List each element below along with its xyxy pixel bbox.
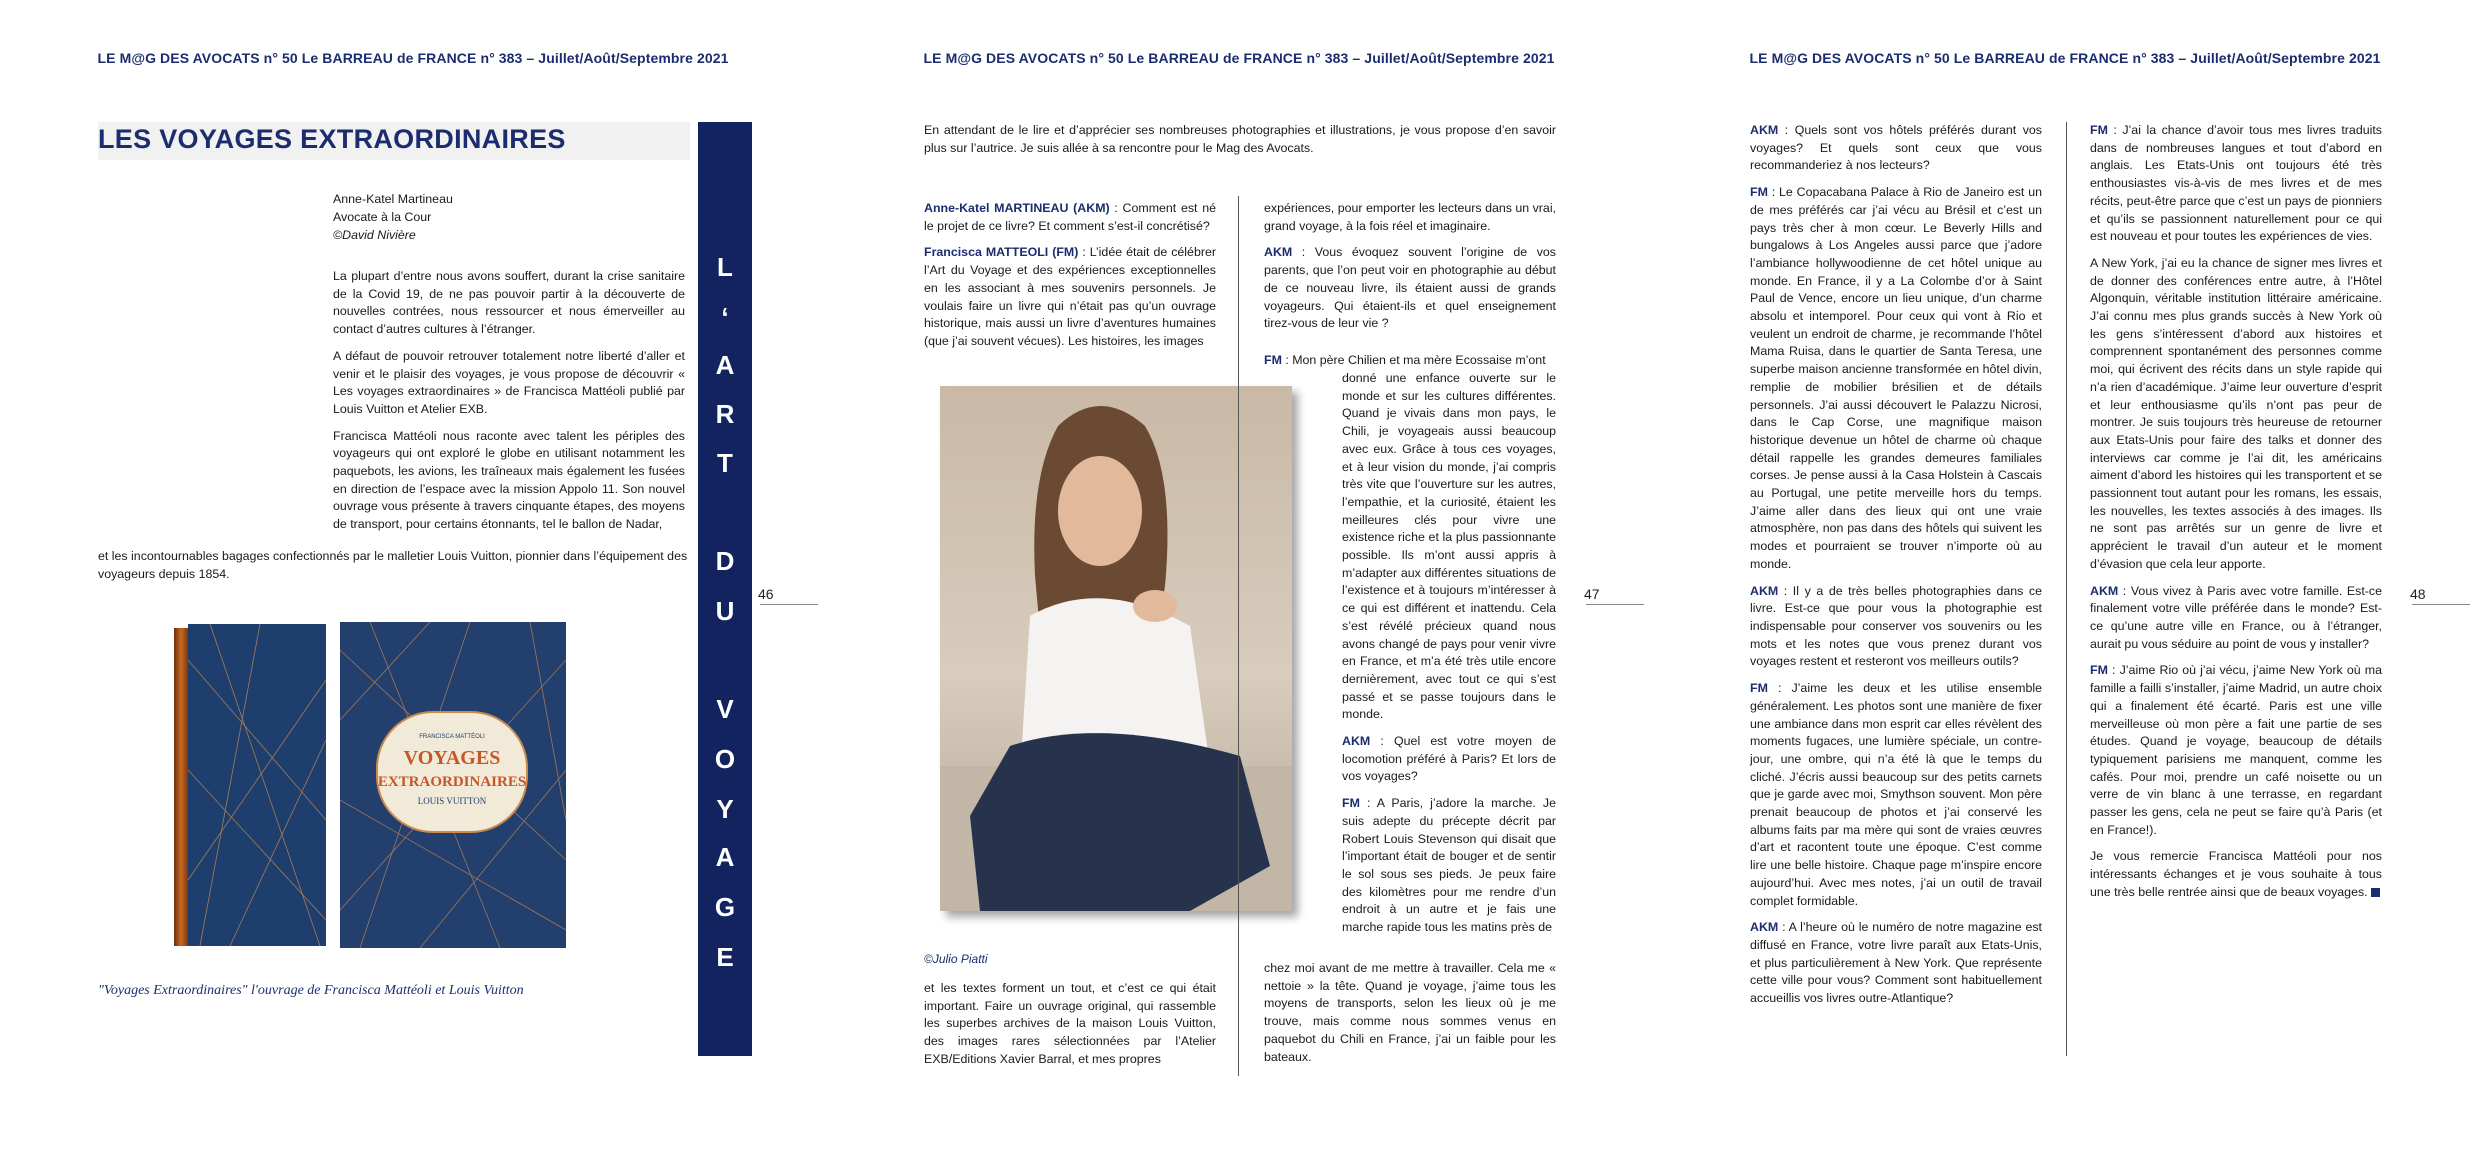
banner-letter: V [716, 694, 734, 724]
paragraph: expériences, pour emporter les lecteurs dans un vrai, grand voyage, à la fois réel et imaginaire. [1264, 201, 1557, 233]
photo-credit: ©Julio Piatti [924, 952, 988, 966]
speaker: FM [1264, 353, 1282, 367]
banner-letter: T [717, 448, 733, 478]
qa-block: A New York, j’ai eu la chance de signer mes livres et de donner des conférences entre autre, à l’Hôtel Algonquin, véritable institution littéraire américaine. J’ai connu mes plus grands succès à New York où les gens s’intéressent d’abord aux histoires et comprennent spontanément des personnes comme moi, qui écrivent des récits dans un style rapide qui n’a rien d’académique. J’aime leur ouverture d’esprit et leur enthousiasme qu’ils n’ont pas peur de montrer. Je suis toujours très heureuse de retourner aux Etats-Unis pour faire des talks et donner des interviews car comme je l’ai dit, les américains aiment d’abord les histoires qui les transportent et se passionnent tout autant pour les romans, les essais, les nouvelles, les textes associés à des images. Ils ne sont pas arrêtés sur un genre de livre et apprécient le travail d’un auteur et le moment d’évasion que cela leur apporte. [2090, 255, 2382, 571]
question: AKM : Quel est votre moyen de locomotion préféré à Paris? Et lors de vos voyages? [1342, 734, 1556, 784]
qa-block: AKM : Vous vivez à Paris avec votre famille. Est-ce finalement votre ville préférée dans le monde? Est-ce qu’une autre ville en France, ou à l’étranger, aurait pu vous séduire au point de vous y installer? [2090, 583, 2382, 651]
banner-letter: A [715, 842, 735, 872]
book-cover-author: FRANCISCA MATTÉOLI [419, 734, 485, 740]
question: AKM : Vous évoquez souvent l’origine de vos parents, que l’on peut voir en photographie au début de ce nouveau livre, ils étaient aussi de grands voyageurs. Qui étaient-ils et quel enseignement tirez-vous de leur vie ? [1264, 245, 1556, 331]
speaker: AKM [1264, 245, 1293, 260]
interview-column-left-continued: et les textes forment un tout, et c’est ce qui était important. Faire un ouvrage original, qui rassemble les superbes archives de la maison Louis Vuitton, des images rares sélectionnées par l’Atelier EXB/Editions Xavier Barral, et mes propres [924, 981, 1216, 1066]
qa-block: AKM : Quels sont vos hôtels préférés durant vos voyages? Et quels sont ceux que vous recommanderiez à nos lecteurs? [1750, 123, 2042, 173]
speaker: Francisca MATTEOLI (FM) [924, 245, 1079, 260]
banner-letter: E [716, 942, 734, 972]
closing-paragraph: Je vous remercie Francisca Mattéoli pour nos intéressants échanges et je vous souhaite à tous une très belle rentrée ainsi que de beaux voyages. [2090, 849, 2382, 899]
page-46 [0, 0, 826, 1169]
page-number: 47 [1584, 586, 1600, 602]
interview-intro: En attendant de le lire et d’apprécier ses nombreuses photographies et illustrations, je vous propose d’en savoir plus sur l’autrice. Je suis allée à sa rencontre pour le Mag des Avocats. [924, 123, 1556, 155]
qa-block: FM : Le Copacabana Palace à Rio de Janeiro est un de mes préférés car j’ai vécu au Brésil et c’est un pays très cher à mon cœur. Le Beverly Hills and bungalows à Los Angeles aussi parce que j’adore l’ambiance hollywoodienne de cet hôtel unique au monde. En France, il y a La Colombe d’or à Saint Paul de Vence, encore un lieu unique, d’un charme absolu et intemporel. Pour ceux qui vont à Rio et veulent un endroit de charme, je recommande l’hôtel Mama Ruisa, dans le quartier de Santa Teresa, une superbe maison ancienne transformée en hôtel divin, remplie de mobilier brésilien et de détails personnels. J’ai aussi découvert le Palazzu Nicrosi, dans le Cap Corse, une magnifique maison historique devenue un hôtel de charme où chaque détail rappelle les grandes demeures familiales corses. Je pense aussi à la Casa Holstein à Cascais au Portugal, une petite merveille hors du temps. J’aime aller dans des lieux qui ont une vraie atmosphère, non pas dans des hôtels qui suivent les modes et pourraient se trouver n’importe où au monde. [1750, 185, 2042, 571]
page-number-rule [2412, 604, 2470, 605]
running-header: LE M@G DES AVOCATS n° 50 Le BARREAU de FRANCE n° 383 – Juillet/Août/Septembre 2021 [923, 50, 1555, 66]
paragraph-tail: et les incontournables bagages confectionnés par le malletier Louis Vuitton, pionnier dans l’équipement des voyageurs depuis 1854. [98, 549, 688, 581]
column-divider [1238, 196, 1239, 1076]
speaker: FM [1342, 796, 1360, 811]
banner-letter: G [714, 892, 736, 922]
interview-column-right [1264, 200, 1556, 342]
question: Anne-Katel MARTINEAU (AKM) : Comment est né le projet de ce livre? Et comment s’est-il concrétisé? [924, 201, 1216, 233]
paragraph: Francisca Mattéoli nous raconte avec talent les périples des voyageurs qui ont exploré le globe en utilisant notamment les paquebots, les avions, les traîneaux mais également les fusées en direction de l’espace avec la mission Appolo 11. Son nouvel ouvrage vous présente à travers cinquante étapes, des moyens de transport, pour certains étonnants, tel le ballon de Nadar, [333, 428, 685, 532]
speaker: Anne-Katel MARTINEAU (AKM) [924, 201, 1110, 215]
banner-letter: Y [716, 794, 734, 824]
answer-continued: chez moi avant de me mettre à travailler. Cela me « nettoie » la tête. Quand je voyage, j’aime tous les moyens de transports, selon les lieux où je me trouve, mais comme nous sommes venus en paquebot du Chili en France, j’ai un faible pour les bateaux. [1264, 961, 1556, 1064]
book-cover-title-2: EXTRAORDINAIRES [377, 774, 527, 790]
column-divider [2066, 122, 2067, 1056]
paragraph: A défaut de pouvoir retrouver totalement notre liberté d’aller et venir et le plaisir des voyages, je vous propose de découvrir « Les voyages extraordinaires » de Francisca Mattéoli publié par Louis Vuitton et Atelier EXB. [333, 348, 685, 416]
portrait-photo [940, 386, 1292, 911]
book-illustration [170, 620, 570, 950]
book-cover-brand: LOUIS VUITTON [417, 796, 487, 806]
page-number: 46 [758, 586, 774, 602]
author-name: Anne-Katel Martineau [333, 192, 453, 206]
answer: FM : A Paris, j’adore la marche. Je suis adepte du précepte décrit par Robert Louis Stevenson qui disait que l’important était de bouger et de sentir le sol sous ses pieds. Je peux faire des kilomètres pour me rendre d’un endroit à un autre et je fais une marche rapide tous les matins près de [1342, 796, 1556, 935]
answer-lead: FM : Mon père Chilien et ma mère Ecossaise m’ont [1264, 353, 1546, 367]
answer-wrapped [1342, 370, 1556, 946]
interview-column-left [1750, 122, 2042, 1017]
banner-letter: O [714, 744, 736, 774]
banner-letter: L [717, 252, 733, 282]
answer: Francisca MATTEOLI (FM) : L’idée était de célébrer l’Art du Voyage et des expériences exceptionnelles en les associant à mes souvenirs personnels. Je voulais faire un livre qui n’était pas qu’un ouvrage historique, mais aussi un livre d’aventures humaines (que j’ai souvent vécues). Les histoires, les images [924, 245, 1216, 348]
qa-block: FM : J’aime les deux et les utilise ensemble généralement. Les photos sont une manière de fixer une ambiance dans mon esprit car elles révèlent des moments fugaces, une lumière spéciale, un contre-jour, une ombre, qui n’a été là que le temps du cliché. J’écris aussi beaucoup sur des petits carnets que je garde avec moi, Smythson souvent. Mon père prenait beaucoup de photos et j’ai conservé les albums faits par ma mère qui sont de vraies œuvres d’art et racontent toute une époque. C’est comme lire une belle histoire. Chaque page m’inspire encore aujourd’hui. Avec mes notes, j’ai un outil de travail complet formidable. [1750, 681, 2042, 908]
banner-letter: ‘ [721, 302, 729, 332]
interview-column-right [2090, 122, 2382, 911]
page-number: 48 [2410, 586, 2426, 602]
author-role: Avocate à la Cour [333, 210, 432, 224]
running-header: LE M@G DES AVOCATS n° 50 Le BARREAU de FRANCE n° 383 – Juillet/Août/Septembre 2021 [1749, 50, 2381, 66]
book-cover-title-1: VOYAGES [403, 747, 501, 769]
qa-block: FM : J’ai la chance d’avoir tous mes livres traduits dans de nombreuses langues et tout d’abord en anglais. Les Etats-Unis ont toujours été très enthousiastes vis-à-vis de mes livres et de mes récits, peut-être parce que c’est un pays de pionniers et qu’ils se passionnent naturellement pour ce qui est nouveau et pour toutes les expériences de vies. [2090, 123, 2382, 244]
page-number-rule [760, 604, 818, 605]
running-header: LE M@G DES AVOCATS n° 50 Le BARREAU de FRANCE n° 383 – Juillet/Août/Septembre 2021 [97, 50, 729, 66]
qa-block: AKM : A l’heure où le numéro de notre magazine est diffusé en France, votre livre paraît aux Etats-Unis, et plus particulièrement à New York. Que représente cette ville pour vous? Comment sont habituellement accueillis vos livres outre-Atlantique? [1750, 920, 2042, 1006]
banner-letter: D [715, 546, 735, 576]
book-caption: "Voyages Extraordinaires" l'ouvrage de Francisca Mattéoli et Louis Vuitton [98, 983, 524, 998]
banner-letter: U [715, 596, 735, 626]
banner-letter: R [715, 399, 735, 429]
qa-block: AKM : Il y a de très belles photographies dans ce livre. Est-ce que pour vous la photographie est indispensable pour conserver vos souvenirs ou les mots et les notes que vous prenez durant vos voyages restent et resteront vos meilleurs outils? [1750, 583, 2042, 669]
answer: donné une enfance ouverte sur le monde et sur les cultures différentes. Quand je vivais dans mon pays, le Chili, je voyageais aussi beaucoup avec eux. Grâce à tous ces voyages, et à leur vision du monde, j’ai compris très vite que l’ouverture sur les autres, l’empathie, et la curiosité, étaient les meilleures clés pour vivre une existence riche et la plus passionnante possible. Ils m’ont aussi appris à m’adapter aux différentes situations de l’existence et à toujours m’intéresser à ce qui est différent et inattendu. Cela s’est révélé précieux quand nous avons changé de pays pour venir vivre en France, et m’a été très utile encore dernièrement, avec tout ce qui s’est passé et se passe toujours dans le monde. [1342, 371, 1556, 722]
qa-block: FM : J’aime Rio où j’ai vécu, j’aime New York où ma famille a failli s’installer, j’aime Madrid, un autre choix qui a finalement été écarté. Paris est une ville merveilleuse où mon père a fait une partie de ses études. Quand je voyage, beaucoup de détails typiquement parisiens me manquent, comme les cafés. Pour moi, prendre un café noisette ou un verre de vin blanc à une terrasse, en regardant passer les gens, cela ne peut se faire qu’à Paris (et en France!). [2090, 663, 2382, 837]
interview-column-left [924, 200, 1216, 360]
end-of-article-icon [2371, 888, 2380, 897]
banner-letter: A [715, 350, 735, 380]
article-title: LES VOYAGES EXTRAORDINAIRES [98, 124, 566, 154]
vertical-banner [698, 122, 752, 1056]
intro-text [333, 268, 685, 543]
author-photo-credit: ©David Nivière [333, 228, 416, 242]
portrait-image [940, 386, 1292, 911]
byline [333, 190, 453, 244]
speaker: AKM [1342, 734, 1371, 749]
paragraph: La plupart d’entre nous avons souffert, durant la crise sanitaire de la Covid 19, de ne pas pouvoir partir à la découverte de nouvelles contrées, nous ressourcer et nous émerveiller au contact d’autres cultures à l’étranger. [333, 269, 685, 337]
page-number-rule [1586, 604, 1644, 605]
